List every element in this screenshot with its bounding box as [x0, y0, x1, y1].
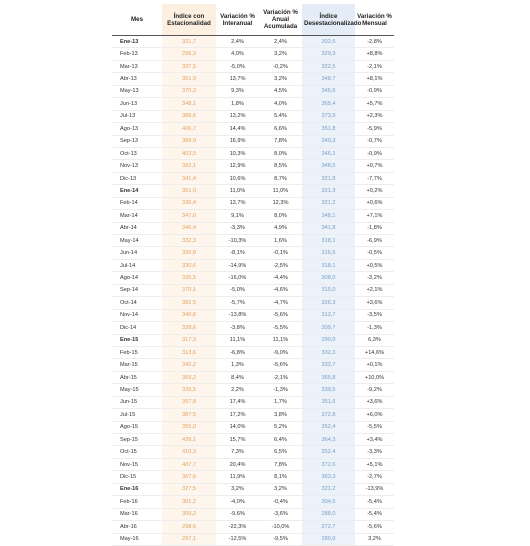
cell-var-acumulada: 6,5% — [259, 446, 302, 458]
cell-var-mensual: -2,8% — [355, 36, 394, 48]
cell-desestacionalizado: 351,6 — [302, 396, 355, 408]
cell-var-interanual: 14,0% — [216, 421, 259, 433]
cell-var-interanual: 11,9% — [216, 471, 259, 483]
cell-indice: 369,2 — [162, 371, 216, 383]
cell-indice: 339,5 — [162, 384, 216, 396]
cell-mes: Nov-15 — [112, 458, 162, 470]
table-row — [112, 346, 394, 358]
header-var-interanual: Variación % Interanual — [216, 4, 259, 36]
cell-mes: Ene-13 — [112, 36, 162, 48]
cell-desestacionalizado: 316,6 — [302, 247, 355, 259]
cell-desestacionalizado: 352,4 — [302, 446, 355, 458]
cell-indice: 351,0 — [162, 185, 216, 197]
cell-var-mensual: +0,6% — [355, 197, 394, 209]
cell-indice: 321,7 — [162, 36, 216, 48]
cell-indice: 370,3 — [162, 85, 216, 97]
cell-indice: 357,8 — [162, 396, 216, 408]
cell-var-mensual: +5,1% — [355, 458, 394, 470]
cell-mes: Feb-16 — [112, 496, 162, 508]
cell-var-acumulada: 8,0% — [259, 210, 302, 222]
table-row — [112, 533, 394, 545]
cell-var-interanual: 1,8% — [216, 98, 259, 110]
cell-mes: Feb-15 — [112, 346, 162, 358]
cell-mes: Mar-15 — [112, 359, 162, 371]
cell-mes: May-13 — [112, 85, 162, 97]
cell-mes: Abr-14 — [112, 222, 162, 234]
cell-mes: Abr-16 — [112, 521, 162, 533]
cell-var-interanual: -14,9% — [216, 259, 259, 271]
cell-desestacionalizado: 309,7 — [302, 322, 355, 334]
cell-var-acumulada: 8,7% — [259, 172, 302, 184]
cell-var-mensual: +0,7% — [355, 160, 394, 172]
cell-desestacionalizado: 332,7 — [302, 359, 355, 371]
cell-indice: 388,6 — [162, 110, 216, 122]
cell-indice: 387,5 — [162, 409, 216, 421]
cell-indice: 355,0 — [162, 421, 216, 433]
cell-var-mensual: +2,3% — [355, 110, 394, 122]
table-row — [112, 147, 394, 159]
cell-indice: 410,3 — [162, 446, 216, 458]
cell-var-interanual: 10,6% — [216, 172, 259, 184]
cell-var-interanual: 9,3% — [216, 85, 259, 97]
cell-desestacionalizado: 363,3 — [302, 471, 355, 483]
cell-mes: Jul-15 — [112, 409, 162, 421]
table-row — [112, 446, 394, 458]
cell-mes: Abr-15 — [112, 371, 162, 383]
cell-var-acumulada: 11,1% — [259, 334, 302, 346]
cell-mes: Ago-14 — [112, 272, 162, 284]
cell-mes: Jun-13 — [112, 98, 162, 110]
cell-var-acumulada: -2,5% — [259, 259, 302, 271]
cell-var-acumulada: -9,5% — [259, 533, 302, 545]
cell-var-interanual: 13,2% — [216, 110, 259, 122]
cell-desestacionalizado: 351,8 — [302, 123, 355, 135]
table-row — [112, 508, 394, 520]
cell-var-acumulada: -4,6% — [259, 284, 302, 296]
cell-desestacionalizado: 329,3 — [302, 48, 355, 60]
cell-var-acumulada: 1,7% — [259, 396, 302, 408]
cell-var-acumulada: 4,0% — [259, 98, 302, 110]
cell-var-interanual: 20,4% — [216, 458, 259, 470]
cell-mes: Jul-13 — [112, 110, 162, 122]
header-var-acumulada: Variación % Anual Acumulada — [259, 4, 302, 36]
cell-var-interanual: 4,0% — [216, 48, 259, 60]
cell-desestacionalizado: 365,4 — [302, 98, 355, 110]
cell-indice: 340,8 — [162, 309, 216, 321]
cell-var-mensual: +0,5% — [355, 259, 394, 271]
cell-var-interanual: 16,9% — [216, 135, 259, 147]
table-row — [112, 60, 394, 72]
cell-mes: Dic-15 — [112, 471, 162, 483]
cell-indice: 330,6 — [162, 259, 216, 271]
cell-var-interanual: -6,8% — [216, 346, 259, 358]
cell-var-mensual: -7,7% — [355, 172, 394, 184]
cell-var-acumulada: 5,4% — [259, 110, 302, 122]
cell-indice: 342,2 — [162, 359, 216, 371]
cell-indice: 351,9 — [162, 73, 216, 85]
cell-indice: 336,4 — [162, 197, 216, 209]
cell-indice: 337,5 — [162, 60, 216, 72]
cell-var-acumulada: 12,3% — [259, 197, 302, 209]
cell-mes: Ene-14 — [112, 185, 162, 197]
cell-var-interanual: 13,7% — [216, 73, 259, 85]
cell-var-mensual: -0,5% — [355, 247, 394, 259]
cell-indice: 347,0 — [162, 210, 216, 222]
cell-var-acumulada: 7,8% — [259, 458, 302, 470]
cell-mes: May-14 — [112, 235, 162, 247]
table-row — [112, 160, 394, 172]
cell-var-acumulada: -0,1% — [259, 247, 302, 259]
cell-var-mensual: -13,9% — [355, 483, 394, 495]
cell-desestacionalizado: 365,8 — [302, 371, 355, 383]
table-row — [112, 434, 394, 446]
table-row — [112, 297, 394, 309]
cell-desestacionalizado: 349,3 — [302, 135, 355, 147]
cell-indice: 309,2 — [162, 508, 216, 520]
cell-var-interanual: 11,1% — [216, 334, 259, 346]
cell-indice: 382,5 — [162, 297, 216, 309]
cell-var-mensual: -5,4% — [355, 508, 394, 520]
cell-indice: 367,6 — [162, 471, 216, 483]
cell-mes: Oct-15 — [112, 446, 162, 458]
cell-var-mensual: -0,9% — [355, 85, 394, 97]
table-row — [112, 197, 394, 209]
cell-var-interanual: -8,1% — [216, 247, 259, 259]
cell-desestacionalizado: 304,5 — [302, 496, 355, 508]
cell-var-interanual: 1,3% — [216, 359, 259, 371]
cell-indice: 393,1 — [162, 160, 216, 172]
table-row — [112, 371, 394, 383]
table-row — [112, 235, 394, 247]
cell-var-mensual: +8,8% — [355, 48, 394, 60]
cell-var-acumulada: 11,0% — [259, 185, 302, 197]
cell-var-acumulada: 7,8% — [259, 135, 302, 147]
cell-var-interanual: -3,3% — [216, 222, 259, 234]
cell-indice: 317,3 — [162, 334, 216, 346]
cell-mes: Ago-13 — [112, 123, 162, 135]
cell-var-interanual: 2,2% — [216, 384, 259, 396]
cell-var-acumulada: -5,6% — [259, 309, 302, 321]
table-row — [112, 36, 394, 48]
cell-desestacionalizado: 318,1 — [302, 259, 355, 271]
cell-var-acumulada: -9,0% — [259, 346, 302, 358]
cell-indice: 341,4 — [162, 172, 216, 184]
cell-mes: Nov-14 — [112, 309, 162, 321]
cell-mes: Dic-13 — [112, 172, 162, 184]
cell-var-acumulada: -5,6% — [259, 359, 302, 371]
cell-var-interanual: 14,4% — [216, 123, 259, 135]
table-row — [112, 421, 394, 433]
cell-var-acumulada: -5,5% — [259, 322, 302, 334]
cell-desestacionalizado: 352,4 — [302, 421, 355, 433]
cell-var-interanual: 7,3% — [216, 446, 259, 458]
table-row — [112, 210, 394, 222]
cell-var-acumulada: -10,0% — [259, 521, 302, 533]
data-table-container — [112, 4, 394, 546]
cell-mes: Sep-13 — [112, 135, 162, 147]
cell-var-interanual: 17,4% — [216, 396, 259, 408]
table-row — [112, 185, 394, 197]
cell-var-mensual: +3,6% — [355, 297, 394, 309]
cell-desestacionalizado: 308,0 — [302, 272, 355, 284]
table-row — [112, 396, 394, 408]
cell-desestacionalizado: 321,3 — [302, 185, 355, 197]
cell-indice: 336,5 — [162, 272, 216, 284]
cell-indice: 299,9 — [162, 48, 216, 60]
cell-mes: Mar-16 — [112, 508, 162, 520]
cell-indice: 403,5 — [162, 147, 216, 159]
cell-var-mensual: -5,6% — [355, 521, 394, 533]
cell-mes: Jun-15 — [112, 396, 162, 408]
table-row — [112, 98, 394, 110]
cell-var-acumulada: 8,1% — [259, 471, 302, 483]
cell-desestacionalizado: 348,1 — [302, 210, 355, 222]
cell-var-mensual: -5,4% — [355, 496, 394, 508]
cell-desestacionalizado: 321,2 — [302, 483, 355, 495]
header-var-mensual: Variación % Mensual — [355, 4, 394, 36]
cell-desestacionalizado: 272,7 — [302, 521, 355, 533]
cell-var-interanual: -5,0% — [216, 60, 259, 72]
cell-mes: Sep-14 — [112, 284, 162, 296]
table-row — [112, 259, 394, 271]
cell-var-interanual: 9,1% — [216, 210, 259, 222]
cell-desestacionalizado: 313,7 — [302, 309, 355, 321]
cell-indice: 370,1 — [162, 284, 216, 296]
table-row — [112, 359, 394, 371]
cell-mes: Ago-15 — [112, 421, 162, 433]
cell-desestacionalizado: 302,6 — [302, 36, 355, 48]
cell-desestacionalizado: 345,6 — [302, 85, 355, 97]
cell-mes: Feb-14 — [112, 197, 162, 209]
cell-var-mensual: -0,7% — [355, 135, 394, 147]
cell-var-acumulada: 5,2% — [259, 421, 302, 433]
cell-var-interanual: -16,0% — [216, 272, 259, 284]
table-row — [112, 172, 394, 184]
cell-var-mensual: +2,1% — [355, 284, 394, 296]
cell-var-interanual: -10,3% — [216, 235, 259, 247]
cell-var-interanual: 3,2% — [216, 483, 259, 495]
cell-var-interanual: 13,7% — [216, 197, 259, 209]
cell-var-acumulada: -2,1% — [259, 371, 302, 383]
cell-indice: 301,2 — [162, 496, 216, 508]
cell-var-interanual: -3,8% — [216, 322, 259, 334]
cell-indice: 320,8 — [162, 247, 216, 259]
cell-desestacionalizado: 318,1 — [302, 235, 355, 247]
cell-var-acumulada: -1,3% — [259, 384, 302, 396]
cell-var-acumulada: 4,5% — [259, 85, 302, 97]
cell-var-acumulada: -0,2% — [259, 60, 302, 72]
cell-var-mensual: -2,1% — [355, 60, 394, 72]
table-row — [112, 322, 394, 334]
table-row — [112, 334, 394, 346]
table-row — [112, 85, 394, 97]
cell-var-acumulada: 8,5% — [259, 160, 302, 172]
table-row — [112, 48, 394, 60]
cell-indice: 298,6 — [162, 521, 216, 533]
cell-var-interanual: -13,8% — [216, 309, 259, 321]
cell-var-acumulada: -4,7% — [259, 297, 302, 309]
cell-desestacionalizado: 326,3 — [302, 297, 355, 309]
cell-var-mensual: -0,9% — [355, 147, 394, 159]
cell-var-acumulada: 1,6% — [259, 235, 302, 247]
table-row — [112, 247, 394, 259]
table-row — [112, 409, 394, 421]
header-mes: Mes — [112, 4, 162, 36]
cell-mes: Jun-14 — [112, 247, 162, 259]
cell-mes: Abr-13 — [112, 73, 162, 85]
table-body — [112, 36, 394, 546]
cell-var-acumulada: 3,8% — [259, 409, 302, 421]
cell-desestacionalizado: 364,3 — [302, 434, 355, 446]
cell-var-interanual: -5,0% — [216, 284, 259, 296]
cell-var-mensual: +3,4% — [355, 434, 394, 446]
cell-var-mensual: +7,1% — [355, 210, 394, 222]
cell-var-mensual: -1,3% — [355, 322, 394, 334]
cell-indice: 297,1 — [162, 533, 216, 545]
cell-var-mensual: -2,7% — [355, 471, 394, 483]
table-header-row — [112, 4, 394, 36]
cell-var-mensual: -5,5% — [355, 421, 394, 433]
table-row — [112, 309, 394, 321]
cell-mes: Oct-13 — [112, 147, 162, 159]
cell-var-acumulada: 2,4% — [259, 36, 302, 48]
cell-indice: 332,3 — [162, 235, 216, 247]
cell-var-acumulada: 8,0% — [259, 147, 302, 159]
cell-var-mensual: +5,7% — [355, 98, 394, 110]
cell-indice: 327,5 — [162, 483, 216, 495]
cell-var-mensual: +10,0% — [355, 371, 394, 383]
cell-var-mensual: -1,8% — [355, 222, 394, 234]
table-row — [112, 222, 394, 234]
table-row — [112, 110, 394, 122]
cell-var-interanual: -22,3% — [216, 521, 259, 533]
cell-var-interanual: 10,3% — [216, 147, 259, 159]
cell-mes: Ene-15 — [112, 334, 162, 346]
cell-var-mensual: 3,2% — [355, 533, 394, 545]
cell-var-interanual: 11,0% — [216, 185, 259, 197]
cell-var-interanual: 8,4% — [216, 371, 259, 383]
cell-var-mensual: -5,9% — [355, 123, 394, 135]
cell-mes: Sep-15 — [112, 434, 162, 446]
cell-mes: Mar-14 — [112, 210, 162, 222]
cell-desestacionalizado: 290,0 — [302, 334, 355, 346]
table-row — [112, 496, 394, 508]
cell-desestacionalizado: 315,0 — [302, 284, 355, 296]
cell-desestacionalizado: 348,5 — [302, 160, 355, 172]
table-row — [112, 483, 394, 495]
cell-var-interanual: 2,4% — [216, 36, 259, 48]
cell-mes: Jul-14 — [112, 259, 162, 271]
cell-var-mensual: +8,1% — [355, 73, 394, 85]
cell-var-acumulada: 4,9% — [259, 222, 302, 234]
header-indice: Índice con Estacionalidad — [162, 4, 216, 36]
cell-var-mensual: -3,3% — [355, 446, 394, 458]
table-row — [112, 521, 394, 533]
table-row — [112, 73, 394, 85]
cell-indice: 313,6 — [162, 346, 216, 358]
table-row — [112, 284, 394, 296]
cell-var-mensual: +6,0% — [355, 409, 394, 421]
cell-indice: 389,9 — [162, 135, 216, 147]
cell-desestacionalizado: 322,5 — [302, 60, 355, 72]
cell-desestacionalizado: 332,3 — [302, 346, 355, 358]
cell-var-interanual: 17,2% — [216, 409, 259, 421]
cell-mes: Ene-16 — [112, 483, 162, 495]
cell-var-acumulada: -3,6% — [259, 508, 302, 520]
cell-desestacionalizado: 280,0 — [302, 533, 355, 545]
cell-var-mensual: +0,1% — [355, 359, 394, 371]
cell-var-interanual: 12,9% — [216, 160, 259, 172]
cell-mes: May-15 — [112, 384, 162, 396]
cell-indice: 407,7 — [162, 458, 216, 470]
table-row — [112, 135, 394, 147]
cell-desestacionalizado: 372,8 — [302, 409, 355, 421]
cell-indice: 328,6 — [162, 322, 216, 334]
cell-var-mensual: +3,6% — [355, 396, 394, 408]
cell-desestacionalizado: 321,2 — [302, 197, 355, 209]
cell-mes: Nov-13 — [112, 160, 162, 172]
cell-indice: 348,1 — [162, 98, 216, 110]
cell-indice: 428,1 — [162, 434, 216, 446]
cell-indice: 406,7 — [162, 123, 216, 135]
table-row — [112, 123, 394, 135]
cell-var-mensual: -3,2% — [355, 272, 394, 284]
cell-var-interanual: -12,5% — [216, 533, 259, 545]
cell-desestacionalizado: 348,7 — [302, 73, 355, 85]
cell-mes: Feb-13 — [112, 48, 162, 60]
cell-indice: 346,4 — [162, 222, 216, 234]
cell-var-acumulada: -4,4% — [259, 272, 302, 284]
cell-desestacionalizado: 341,8 — [302, 222, 355, 234]
cell-var-acumulada: -0,4% — [259, 496, 302, 508]
cell-desestacionalizado: 321,8 — [302, 172, 355, 184]
table-row — [112, 458, 394, 470]
cell-var-mensual: -9,2% — [355, 384, 394, 396]
cell-var-acumulada: 6,6% — [259, 123, 302, 135]
cell-var-acumulada: 6,4% — [259, 434, 302, 446]
table-row — [112, 384, 394, 396]
cell-desestacionalizado: 372,6 — [302, 458, 355, 470]
cell-desestacionalizado: 346,1 — [302, 147, 355, 159]
cell-desestacionalizado: 373,9 — [302, 110, 355, 122]
cell-mes: Dic-14 — [112, 322, 162, 334]
cell-var-interanual: -9,6% — [216, 508, 259, 520]
cell-var-mensual: -3,5% — [355, 309, 394, 321]
data-table — [112, 4, 394, 546]
table-row — [112, 272, 394, 284]
cell-desestacionalizado: 288,0 — [302, 508, 355, 520]
cell-var-acumulada: 3,2% — [259, 48, 302, 60]
cell-mes: Mar-13 — [112, 60, 162, 72]
cell-var-acumulada: 3,2% — [259, 73, 302, 85]
cell-var-acumulada: 3,2% — [259, 483, 302, 495]
cell-var-interanual: 15,7% — [216, 434, 259, 446]
cell-mes: May-16 — [112, 533, 162, 545]
cell-var-mensual: 6,3% — [355, 334, 394, 346]
cell-var-mensual: +14,6% — [355, 346, 394, 358]
header-desestacionalizado: Índice Desestacionalizado — [302, 4, 355, 36]
cell-mes: Oct-14 — [112, 297, 162, 309]
cell-var-mensual: +0,2% — [355, 185, 394, 197]
cell-desestacionalizado: 339,5 — [302, 384, 355, 396]
cell-var-interanual: -5,7% — [216, 297, 259, 309]
cell-var-mensual: -6,9% — [355, 235, 394, 247]
cell-var-interanual: -4,0% — [216, 496, 259, 508]
table-row — [112, 471, 394, 483]
